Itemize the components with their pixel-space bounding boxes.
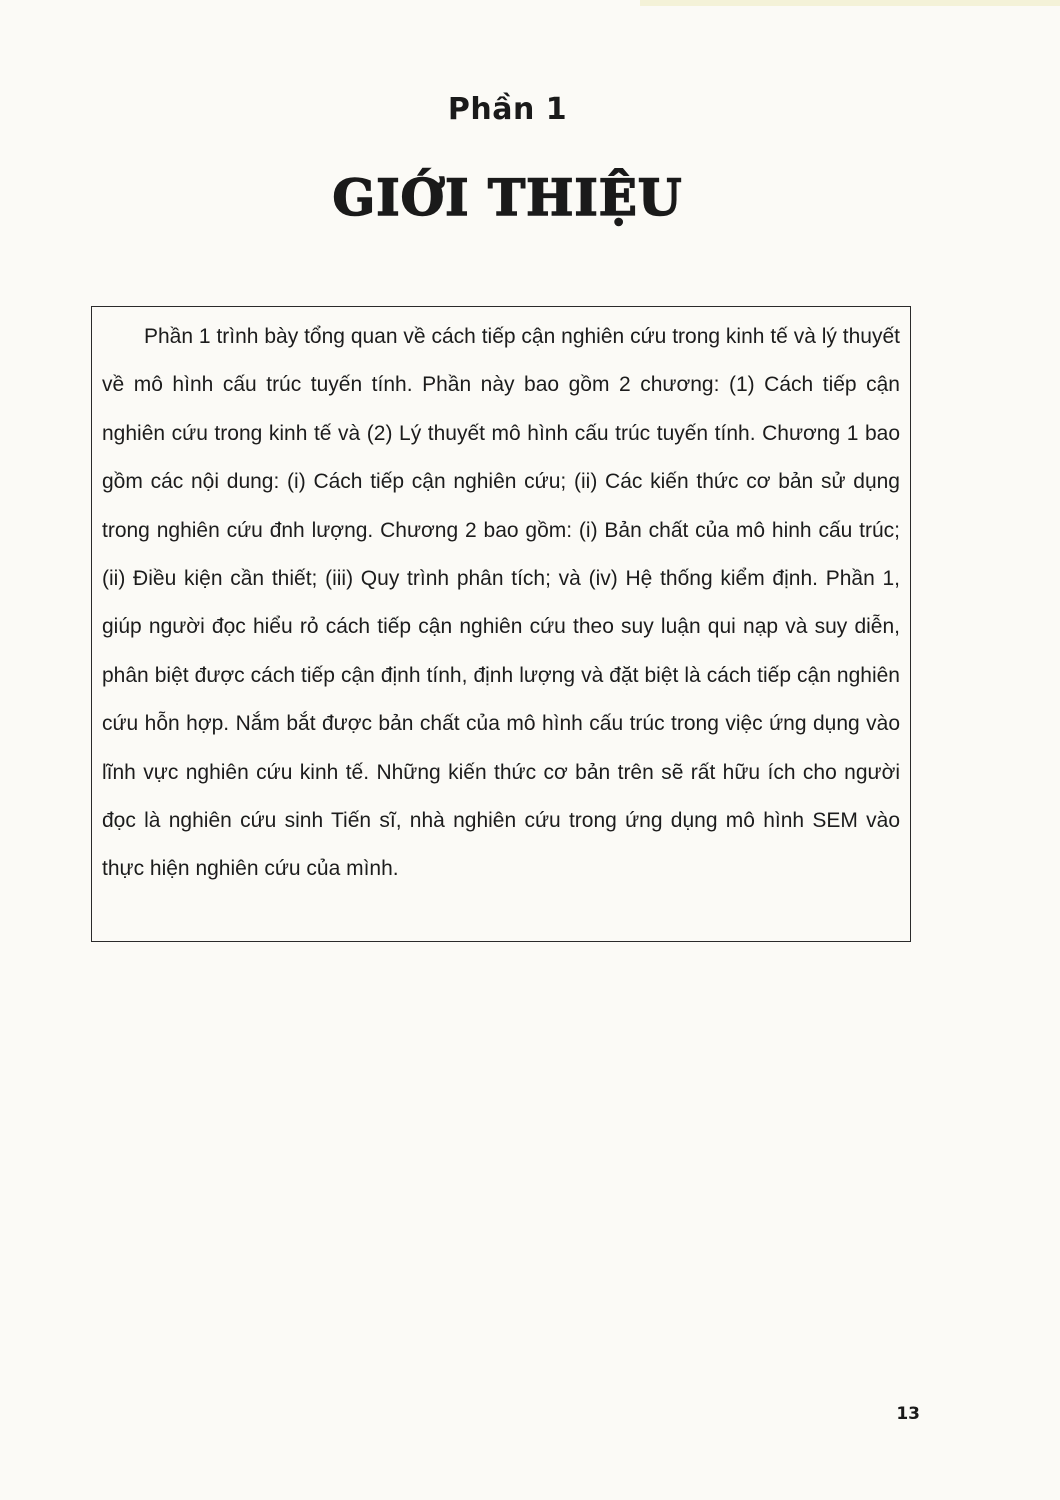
intro-box [91,306,911,942]
page-number: 13 [896,1404,920,1424]
intro-paragraph: Phần 1 trình bày tổng quan về cách tiếp cận nghiên cứu trong kinh tế và lý thuyết về mô hình cấu trúc tuyến tính. Phần này bao gồm 2 chương: (1) Cách tiếp cận nghiên cứu trong kinh tế và (2) Lý thuyết mô hình cấu trúc tuyến tính. Chương 1 bao gồm các nội dung: (i) Cách tiếp cận nghiên cứu; (ii) Các kiến thức cơ bản sử dụng trong nghiên cứu đnh lượng. Chương 2 bao gồm: (i) Bản chất của mô hinh cấu trúc; (ii) Điều kiện cần thiết; (iii) Quy trình phân tích; và (iv) Hệ thống kiểm định. Phần 1, giúp người đọc hiểu rỏ cách tiếp cận nghiên cứu theo suy luận qui nạp và suy diễn, phân biệt được cách tiếp cận định tính, định lượng và đặt biệt là cách tiếp cận nghiên cứu hỗn hợp. Nắm bắt được bản chất của mô hình cấu trúc trong việc ứng dụng vào lĩnh vực nghiên cứu kinh tế. Những kiến thức cơ bản trên sẽ rất hữu ích cho người đọc là nghiên cứu sinh Tiến sĩ, nhà nghiên cứu trong ứng dụng mô hình SEM vào thực hiện nghiên cứu của mình. [102,325,900,881]
page-title: GIỚI THIỆU [332,168,683,227]
part-label: Phần 1 [447,92,568,127]
page-edge-tint [640,0,1060,6]
